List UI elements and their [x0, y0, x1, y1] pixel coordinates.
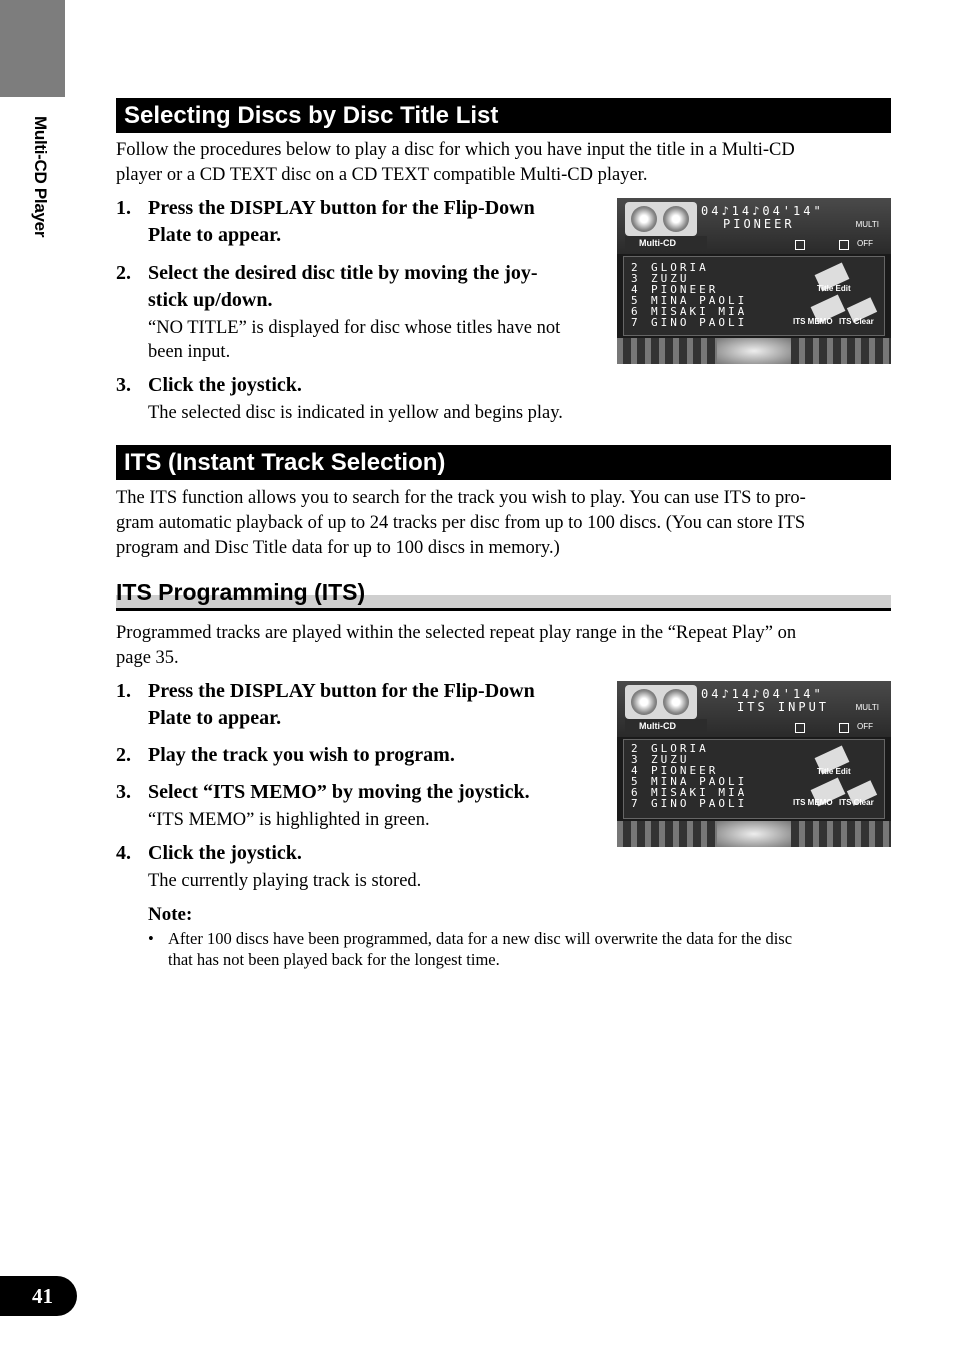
- corner-tab: [0, 0, 65, 97]
- s1-step-2-detail: “NO TITLE” is displayed for disc whose titles have not been input.: [148, 318, 561, 362]
- its-memo-label: ITS MEMO: [793, 317, 833, 326]
- multi-indicator: MULTI: [855, 220, 879, 229]
- s1-step-3-detail: The selected disc is indicated in yellow and begins play.: [148, 403, 563, 423]
- display-screenshot-title-list: [617, 198, 891, 364]
- list-item: 3 ZUZU: [631, 272, 690, 285]
- note-title: Note:: [148, 904, 193, 925]
- subsection-heading-its-programming: ITS Programming (ITS): [116, 578, 891, 612]
- section-heading-disc-title-list: Selecting Discs by Disc Title List: [116, 98, 891, 133]
- disc-icon: [625, 202, 697, 236]
- s3-step-3-detail: “ITS MEMO” is highlighted in green.: [148, 810, 430, 830]
- section2-intro: The ITS function allows you to search for the track you wish to play. You can use ITS to pro- gram automatic playback of up to 24 tracks per disc from up to 100 discs. (You can store ITS program and Disc Title data for up to 100 discs in memory.): [116, 488, 806, 558]
- title-edit-label: Title Edit: [817, 767, 851, 776]
- time-readout: 04♪14♪04'14": [701, 204, 824, 218]
- list-item: 2 GLORIA: [631, 742, 709, 755]
- side-label: Multi-CD Player: [31, 116, 50, 238]
- r-icon: [839, 723, 849, 733]
- list-item: 3 ZUZU: [631, 753, 690, 766]
- source-label: Multi-CD: [625, 719, 707, 733]
- list-item: 2 GLORIA: [631, 261, 709, 274]
- off-indicator: OFF: [857, 239, 873, 248]
- disc-icon: [625, 685, 697, 719]
- s3-step-4-detail: The currently playing track is stored.: [148, 871, 422, 891]
- display-screenshot-its-input: [617, 681, 891, 847]
- title-edit-label: Title Edit: [817, 284, 851, 293]
- r-icon: [839, 240, 849, 250]
- its-clear-label: ITS Clear: [839, 317, 874, 326]
- section-heading-its: ITS (Instant Track Selection): [116, 445, 891, 480]
- disc-title: PIONEER: [723, 217, 795, 231]
- its-input-title: ITS INPUT: [737, 700, 830, 714]
- list-item: 5 MINA PAOLI: [631, 775, 748, 788]
- section3-intro: Programmed tracks are played within the selected repeat play range in the “Repeat Play” on page 35.: [116, 623, 797, 668]
- list-item: 4 PIONEER: [631, 283, 719, 296]
- its-memo-label: ITS MEMO: [793, 798, 833, 807]
- list-item: 7 GINO PAOLI: [631, 316, 748, 329]
- off-indicator: OFF: [857, 722, 873, 731]
- list-item: 4 PIONEER: [631, 764, 719, 777]
- list-item: 6 MISAKI MIA: [631, 305, 748, 318]
- page-number: 41: [0, 1276, 77, 1316]
- f-icon: [795, 240, 805, 250]
- list-item: 7 GINO PAOLI: [631, 797, 748, 810]
- list-item: 6 MISAKI MIA: [631, 786, 748, 799]
- section1-intro: Follow the procedures below to play a disc for which you have input the title in a Multi-CD player or a CD TEXT disc on a CD TEXT compatible Multi-CD player.: [116, 140, 795, 185]
- source-label: Multi-CD: [625, 236, 707, 250]
- time-readout: 04♪14♪04'14": [701, 687, 824, 701]
- f-icon: [795, 723, 805, 733]
- list-item: 5 MINA PAOLI: [631, 294, 748, 307]
- its-clear-label: ITS Clear: [839, 798, 874, 807]
- multi-indicator: MULTI: [855, 703, 879, 712]
